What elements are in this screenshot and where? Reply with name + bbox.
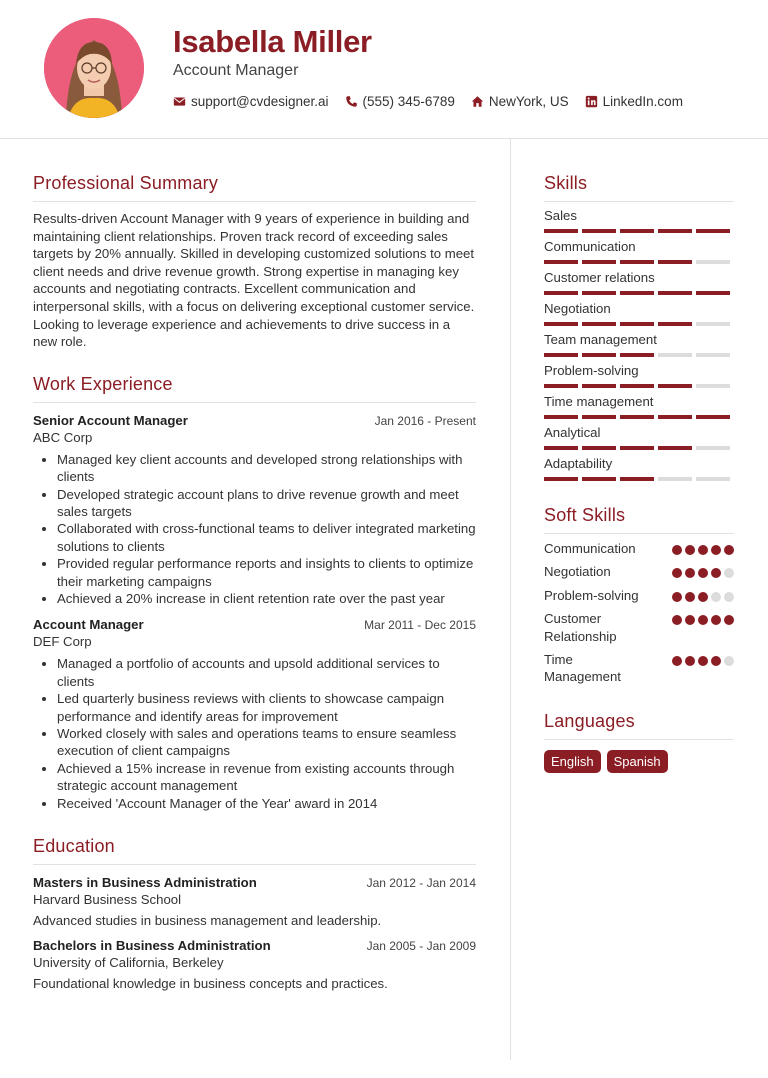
skill-item <box>544 332 734 357</box>
skill-label: Negotiation <box>544 301 611 316</box>
skill-item <box>544 239 734 264</box>
soft-skill-label: Time Management <box>544 652 621 685</box>
skill-level-bar <box>544 291 734 295</box>
skill-bar-segment <box>544 384 578 388</box>
skill-item <box>544 425 734 450</box>
list-item: • Developed strategic account plans to drive revenue growth and meet sales targets <box>57 486 476 521</box>
skill-bar-segment <box>696 446 730 450</box>
language-tags <box>544 750 734 773</box>
contact-email-text: support@cvdesigner.ai <box>191 94 329 109</box>
skill-bar-segment <box>696 415 730 419</box>
list-item: • Led quarterly business reviews with clients to showcase campaign performance and identify areas for improvement <box>57 690 476 725</box>
skill-bar-segment <box>620 415 654 419</box>
skill-level-bar <box>544 446 734 450</box>
contact-email[interactable] <box>173 94 329 109</box>
skill-bar-segment <box>658 229 692 233</box>
contact-phone-text: (555) 345-6789 <box>362 94 455 109</box>
soft-skill-item <box>544 610 734 645</box>
skills-list <box>544 208 734 481</box>
skills-heading: Skills <box>544 173 734 202</box>
skills-section <box>544 173 734 481</box>
skill-label: Customer relations <box>544 270 655 285</box>
list-item: • Collaborated with cross-functional teams to deliver integrated marketing solutions to clients <box>57 520 476 555</box>
skill-bar-segment <box>696 353 730 357</box>
rating-dot <box>711 656 721 666</box>
job-date: Mar 2011 - Dec 2015 <box>364 618 476 633</box>
skill-bar-segment <box>582 415 616 419</box>
education-date: Jan 2005 - Jan 2009 <box>366 939 476 954</box>
skill-bar-segment <box>582 477 616 481</box>
envelope-icon <box>173 95 186 108</box>
experience-section <box>33 374 476 812</box>
skill-item <box>544 270 734 295</box>
skill-bar-segment <box>582 384 616 388</box>
rating-dot <box>672 615 682 625</box>
soft-skill-item <box>544 540 734 557</box>
skill-level-bar <box>544 477 734 481</box>
rating-dot <box>698 568 708 578</box>
list-item: • Worked closely with sales and operations teams to ensure seamless execution of client campaigns <box>57 725 476 760</box>
contact-location-text: NewYork, US <box>488 94 569 109</box>
skill-bar-segment <box>696 291 730 295</box>
skill-bar-segment <box>582 446 616 450</box>
education-heading: Education <box>33 836 476 865</box>
rating-dot <box>685 545 695 555</box>
candidate-title: Account Manager <box>173 62 299 79</box>
skill-bar-segment <box>620 384 654 388</box>
summary-text: Results-driven Account Manager with 9 years of experience in building and maintaining client relationships. Proven track record of exceeding sales targets by 20% annually. Skilled in developing customized solutions to meet client needs and drive revenue growth. Strong expertise in managing key accounts and negotiating contracts. Excellent communication and interpersonal skills, with a focus on delivering exceptional customer service. Looking to leverage experience and achievements to drive success in a new role. <box>33 211 475 350</box>
skill-level-bar <box>544 415 734 419</box>
list-item: • Achieved a 15% increase in revenue from existing accounts through strategic account management <box>57 760 476 795</box>
skill-bar-segment <box>620 229 654 233</box>
soft-skill-rating <box>672 563 734 580</box>
rating-dot <box>672 592 682 602</box>
soft-skill-rating <box>672 651 734 686</box>
skill-bar-segment <box>544 322 578 326</box>
rating-dot <box>685 656 695 666</box>
skill-label: Time management <box>544 394 654 409</box>
soft-skill-rating <box>672 587 734 604</box>
job-bullets <box>33 655 476 812</box>
job-company: DEF Corp <box>33 634 92 650</box>
skill-bar-segment <box>696 322 730 326</box>
rating-dot <box>711 545 721 555</box>
soft-skill-item <box>544 651 734 686</box>
rating-dot <box>685 568 695 578</box>
skill-bar-segment <box>696 477 730 481</box>
main-column <box>33 150 476 991</box>
soft-skill-label: Customer Relationship <box>544 611 617 644</box>
language-tag: English <box>544 750 601 773</box>
rating-dot <box>724 615 734 625</box>
list-item: • Achieved a 20% increase in client retention rate over the past year <box>57 590 476 607</box>
skill-bar-segment <box>582 353 616 357</box>
job-date: Jan 2016 - Present <box>374 413 476 428</box>
summary-heading: Professional Summary <box>33 173 476 202</box>
education-entry <box>33 938 476 991</box>
education-description: Foundational knowledge in business concepts and practices. <box>33 976 388 992</box>
rating-dot <box>698 615 708 625</box>
skill-bar-segment <box>658 384 692 388</box>
skill-bar-segment <box>582 322 616 326</box>
skill-label: Adaptability <box>544 456 613 471</box>
skill-item <box>544 301 734 326</box>
skill-label: Problem-solving <box>544 363 639 378</box>
skill-bar-segment <box>620 291 654 295</box>
skill-bar-segment <box>544 291 578 295</box>
skill-bar-segment <box>658 322 692 326</box>
skill-bar-segment <box>582 260 616 264</box>
skill-bar-segment <box>544 260 578 264</box>
rating-dot <box>711 615 721 625</box>
contact-linkedin[interactable] <box>585 94 683 109</box>
rating-dot <box>724 592 734 602</box>
rating-dot <box>672 568 682 578</box>
skill-level-bar <box>544 322 734 326</box>
side-column <box>544 150 734 773</box>
skill-bar-segment <box>544 229 578 233</box>
education-date: Jan 2012 - Jan 2014 <box>366 876 476 891</box>
skill-bar-segment <box>696 384 730 388</box>
degree-title: Bachelors in Business Administration <box>33 938 271 954</box>
contact-phone[interactable] <box>345 94 455 109</box>
skill-bar-segment <box>620 353 654 357</box>
soft-skill-label: Negotiation <box>544 564 611 580</box>
soft-skills-section <box>544 505 734 686</box>
skill-bar-segment <box>582 291 616 295</box>
list-item: • Provided regular performance reports and insights to clients to optimize their marketing campaigns <box>57 555 476 590</box>
rating-dot <box>711 568 721 578</box>
candidate-name: Isabella Miller <box>173 24 372 59</box>
job-entry <box>33 617 476 812</box>
school-name: Harvard Business School <box>33 892 182 908</box>
rating-dot <box>685 615 695 625</box>
soft-skills-list <box>544 540 734 686</box>
skill-bar-segment <box>658 291 692 295</box>
contact-list <box>173 94 683 109</box>
skill-label: Team management <box>544 332 657 347</box>
list-item: • Managed key client accounts and developed strong relationships with clients <box>57 451 476 486</box>
skill-bar-segment <box>620 446 654 450</box>
skill-bar-segment <box>544 446 578 450</box>
degree-title: Masters in Business Administration <box>33 875 257 891</box>
job-entry <box>33 413 476 608</box>
summary-section <box>33 173 476 351</box>
soft-skill-rating <box>672 540 734 557</box>
contact-linkedin-text: LinkedIn.com <box>602 94 683 109</box>
rating-dot <box>685 592 695 602</box>
skill-bar-segment <box>696 260 730 264</box>
skill-item <box>544 363 734 388</box>
skill-bar-segment <box>544 415 578 419</box>
rating-dot <box>724 656 734 666</box>
phone-icon <box>345 95 358 108</box>
job-bullets <box>33 451 476 608</box>
soft-skills-heading: Soft Skills <box>544 505 734 534</box>
list-item: • Received 'Account Manager of the Year' award in 2014 <box>57 795 476 812</box>
skill-item <box>544 456 734 481</box>
experience-heading: Work Experience <box>33 374 476 403</box>
soft-skill-item <box>544 563 734 580</box>
skill-bar-segment <box>658 446 692 450</box>
profile-photo <box>44 18 144 118</box>
skill-label: Sales <box>544 208 577 223</box>
job-title: Account Manager <box>33 617 144 633</box>
rating-dot <box>698 592 708 602</box>
education-description: Advanced studies in business management and leadership. <box>33 913 382 929</box>
rating-dot <box>711 592 721 602</box>
linkedin-icon <box>585 95 598 108</box>
soft-skill-rating <box>672 610 734 645</box>
skill-level-bar <box>544 384 734 388</box>
skill-bar-segment <box>658 353 692 357</box>
job-title: Senior Account Manager <box>33 412 188 428</box>
skill-bar-segment <box>658 477 692 481</box>
languages-heading: Languages <box>544 711 734 740</box>
list-item: • Managed a portfolio of accounts and upsold additional services to clients <box>57 655 476 690</box>
skill-bar-segment <box>544 353 578 357</box>
soft-skill-label: Problem-solving <box>544 587 639 603</box>
rating-dot <box>698 545 708 555</box>
language-tag: Spanish <box>607 750 668 773</box>
skill-bar-segment <box>620 322 654 326</box>
skill-item <box>544 394 734 419</box>
skill-bar-segment <box>544 477 578 481</box>
rating-dot <box>724 545 734 555</box>
soft-skill-item <box>544 587 734 604</box>
skill-level-bar <box>544 353 734 357</box>
skill-level-bar <box>544 229 734 233</box>
skill-item <box>544 208 734 233</box>
languages-section <box>544 711 734 773</box>
job-company: ABC Corp <box>33 429 93 445</box>
skill-level-bar <box>544 260 734 264</box>
skill-bar-segment <box>696 229 730 233</box>
rating-dot <box>672 656 682 666</box>
resume-header <box>0 0 768 139</box>
education-section <box>33 836 476 991</box>
skill-bar-segment <box>582 229 616 233</box>
contact-location <box>471 94 569 109</box>
skill-bar-segment <box>658 415 692 419</box>
skill-label: Communication <box>544 239 636 254</box>
rating-dot <box>698 656 708 666</box>
rating-dot <box>672 545 682 555</box>
skill-bar-segment <box>658 260 692 264</box>
skill-bar-segment <box>620 260 654 264</box>
home-icon <box>471 95 484 108</box>
school-name: University of California, Berkeley <box>33 955 224 971</box>
education-entry <box>33 875 476 928</box>
skill-label: Analytical <box>544 425 601 440</box>
column-divider <box>510 138 511 1060</box>
soft-skill-label: Communication <box>544 541 636 556</box>
skill-bar-segment <box>620 477 654 481</box>
rating-dot <box>724 568 734 578</box>
